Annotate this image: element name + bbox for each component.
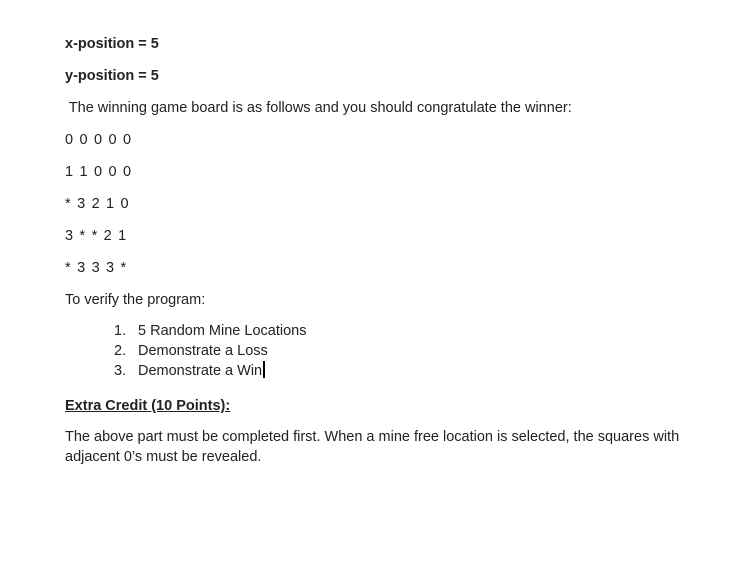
- board-row: 1 1 0 0 0: [65, 164, 133, 180]
- text-cursor: [263, 361, 265, 378]
- list-number: 1.: [114, 323, 127, 339]
- list-text[interactable]: Demonstrate a Win: [138, 363, 263, 379]
- extra-credit-paragraph: The above part must be completed first. When a mine free location is selected, the squares with adjacent 0’s must be revealed.: [65, 429, 680, 465]
- verify-heading: To verify the program:: [65, 292, 206, 308]
- board-row: 0 0 0 0 0: [65, 132, 133, 148]
- board-row: * 3 3 3 *: [65, 260, 128, 276]
- extra-credit-heading: Extra Credit (10 Points):: [65, 398, 231, 414]
- list-item: [114, 361, 306, 381]
- verify-list: [114, 321, 306, 381]
- list-number: 3.: [114, 363, 127, 379]
- y-position-line: y-position = 5: [65, 68, 159, 84]
- board-row: 3 * * 2 1: [65, 228, 128, 244]
- x-position-line: x-position = 5: [65, 36, 159, 52]
- list-item: [114, 321, 306, 341]
- intro-text: The winning game board is as follows and you should congratulate the winner:: [65, 100, 572, 116]
- board-row: * 3 2 1 0: [65, 196, 130, 212]
- list-number: 2.: [114, 343, 127, 359]
- list-text: Demonstrate a Loss: [138, 343, 268, 359]
- list-item: [114, 341, 306, 361]
- list-text: 5 Random Mine Locations: [138, 323, 307, 339]
